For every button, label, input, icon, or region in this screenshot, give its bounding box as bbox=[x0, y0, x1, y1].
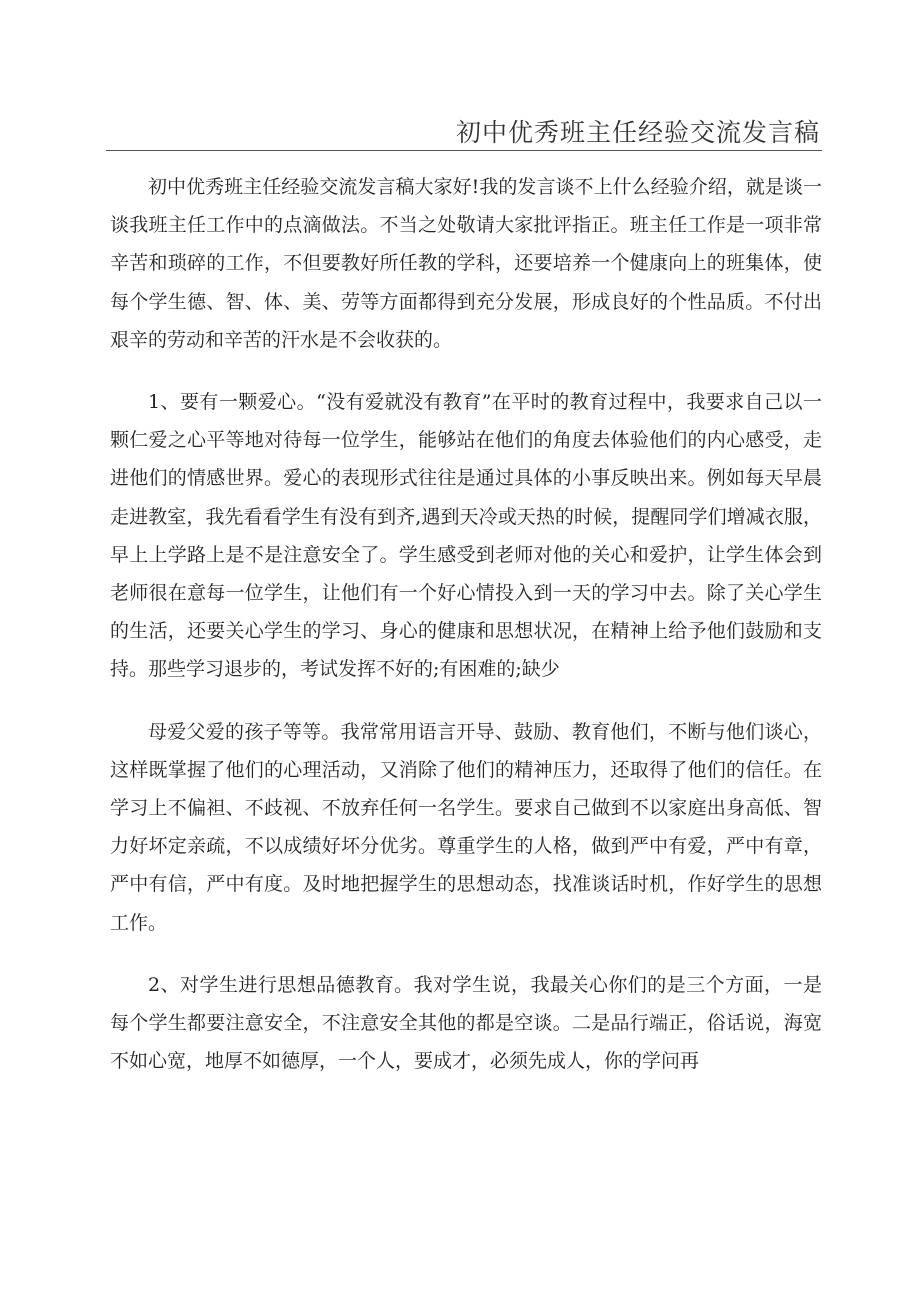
paragraph-gap bbox=[110, 689, 822, 713]
paragraph-gap bbox=[110, 942, 822, 966]
paragraph-trust: 母爱父爱的孩子等等。我常常用语言开导、鼓励、教育他们，不断与他们谈心，这样既掌握了他们的心理活动，又消除了他们的精神压力，还取得了他们的信任。在学习上不偏袒、不歧视、不放弃任何一名学生。要求自己做到不以家庭出身高低、智力好坏定亲疏，不以成绩好坏分优劣。尊重学生的人格，做到严中有爱，严中有章，严中有信，严中有度。及时地把握学生的思想动态，找准谈话时机，作好学生的思想工作。 bbox=[110, 720, 822, 934]
document-body bbox=[110, 168, 822, 1080]
title-underline bbox=[106, 150, 822, 151]
paragraph-intro: 初中优秀班主任经验交流发言稿大家好!我的发言谈不上什么经验介绍，就是谈一谈我班主任工作中的点滴做法。不当之处敬请大家批评指正。班主任工作是一项非常辛苦和琐碎的工作，不但要教好所任教的学科，还要培养一个健康向上的班集体，使每个学生德、智、体、美、劳等方面都得到充分发展，形成良好的个性品质。不付出艰辛的劳动和辛苦的汗水是不会收获的。 bbox=[110, 176, 822, 351]
document-title: 初中优秀班主任经验交流发言稿 bbox=[455, 118, 820, 147]
paragraph-moral-education: 2、对学生进行思想品德教育。我对学生说，我最关心你们的是三个方面，一是每个学生都要注意安全，不注意安全其他的都是空谈。二是品行端正，俗话说，海宽不如心宽，地厚不如德厚，一个人，要成才，必须先成人，你的学问再 bbox=[110, 973, 822, 1073]
paragraph-love: 1、要有一颗爱心。“没有爱就没有教育”在平时的教育过程中，我要求自己以一颗仁爱之心平等地对待每一位学生，能够站在他们的角度去体验他们的内心感受，走进他们的情感世界。爱心的表现形式往往是通过具体的小事反映出来。例如每天早晨走进教室，我先看看学生有没有到齐,遇到天冷或天热的时候，提醒同学们增减衣服，早上上学路上是不是注意安全了。学生感受到老师对他的关心和爱护，让学生体会到老师很在意每一位学生，让他们有一个好心情投入到一天的学习中去。除了关心学生的生活，还要关心学生的学习、身心的健康和思想状况，在精神上给予他们鼓励和支持。那些学习退步的，考试发挥不好的;有困难的;缺少 bbox=[110, 391, 822, 681]
paragraph-gap bbox=[110, 359, 822, 383]
